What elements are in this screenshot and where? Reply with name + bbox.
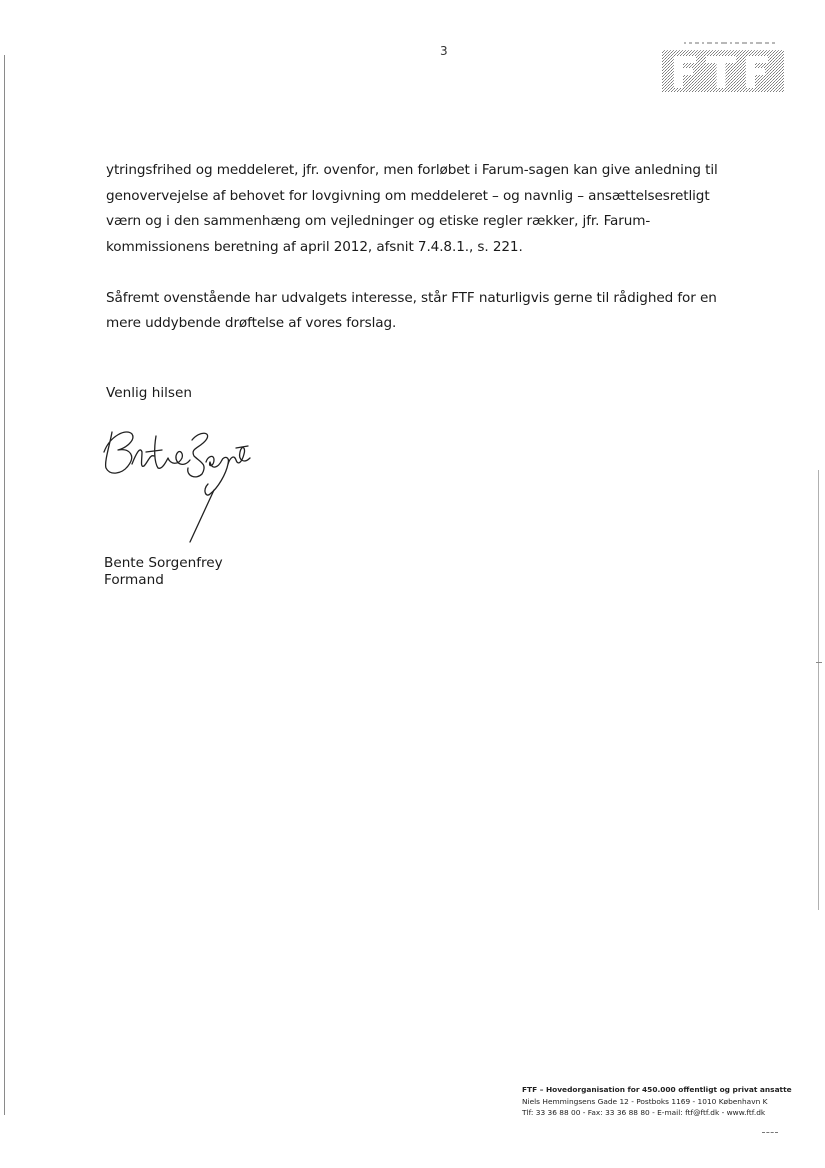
body-line: genovervejelse af behovet for lovgivning om meddeleret – og navnlig – ansættelsesretligt: [106, 187, 710, 204]
scan-edge-mark: [816, 662, 822, 663]
signer-name: Bente Sorgenfrey: [104, 555, 223, 571]
body-line: mere uddybende drøftelse af vores forslag.: [106, 315, 397, 331]
footer-organisation: FTF – Hovedorganisation for 450.000 offentligt og privat ansatte: [522, 1085, 792, 1094]
page-number: 3: [440, 44, 448, 58]
letter-body: [106, 158, 718, 362]
body-line: ytringsfrihed og meddeleret, jfr. ovenfor, men forløbet i Farum-sagen kan give anledning til: [106, 162, 718, 178]
scan-edge-line-right: [818, 470, 819, 910]
letterhead-footer: [522, 1084, 792, 1119]
ftf-logo: [662, 40, 784, 92]
body-line: kommissionens beretning af april 2012, afsnit 7.4.8.1., s. 221.: [106, 238, 523, 255]
scan-corner-mark: [762, 1132, 778, 1134]
footer-contact: Tlf: 33 36 88 00 - Fax: 33 36 88 80 - E-mail: ftf@ftf.dk - www.ftf.dk: [522, 1108, 766, 1117]
signer-title: Formand: [104, 572, 164, 588]
scan-edge-line-left: [4, 55, 5, 1115]
paragraph-offer: [106, 286, 717, 337]
signer-block: [104, 555, 223, 589]
body-line: værn og i den sammenhæng om vejledninger og etiske regler rækker, jfr. Farum-: [106, 213, 651, 229]
handwritten-signature: [96, 418, 256, 553]
closing-greeting: Venlig hilsen: [106, 385, 192, 401]
paragraph-legislation: [106, 158, 718, 260]
body-line: Såfremt ovenstående har udvalgets interesse, står FTF naturligvis gerne til rådighed for en: [106, 289, 717, 306]
footer-address: Niels Hemmingsens Gade 12 - Postboks 1169 - 1010 København K: [522, 1096, 768, 1106]
